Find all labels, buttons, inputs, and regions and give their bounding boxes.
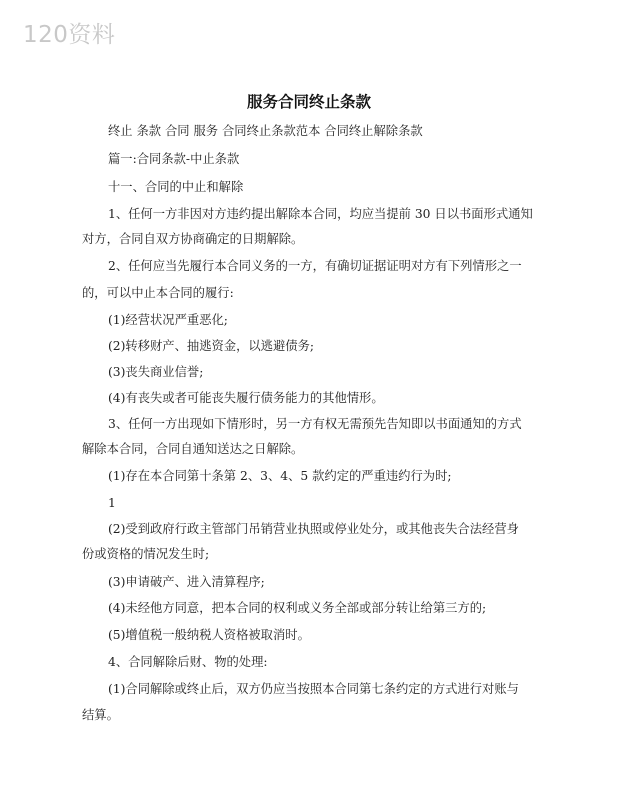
- list-item: (1)经营状况严重恶化;: [108, 313, 228, 327]
- paragraph-line: 2、任何应当先履行本合同义务的一方，有确切证据证明对方有下列情形之一: [108, 259, 522, 273]
- list-item: (1)合同解除或终止后，双方仍应当按照本合同第七条约定的方式进行对账与: [108, 682, 519, 696]
- paragraph-line: 1、任何一方非因对方违约提出解除本合同，均应当提前 30 日以书面形式通知: [108, 207, 533, 221]
- paragraph-line: 3、任何一方出现如下情形时，另一方有权无需预先告知即以书面通知的方式: [108, 417, 522, 431]
- clause-heading: 十一、合同的中止和解除: [108, 180, 244, 194]
- page-number: 1: [108, 496, 116, 510]
- paragraph-line: 份或资格的情况发生时;: [82, 547, 210, 561]
- document-title: 服务合同终止条款: [246, 93, 371, 111]
- section-heading: 篇一:合同条款-中止条款: [108, 152, 240, 166]
- list-item: (5)增值税一般纳税人资格被取消时。: [108, 628, 310, 642]
- list-item: (3)申请破产、进入清算程序;: [108, 575, 265, 589]
- clause-heading: 4、合同解除后财、物的处理:: [108, 655, 268, 669]
- list-item: (1)存在本合同第十条第 2、3、4、5 款约定的严重违约行为时;: [108, 469, 452, 483]
- paragraph-line: 结算。: [82, 708, 119, 722]
- list-item: (4)未经他方同意，把本合同的权利或义务全部或部分转让给第三方的;: [108, 601, 487, 615]
- list-item: (4)有丧失或者可能丧失履行债务能力的其他情形。: [108, 391, 384, 405]
- list-item: (2)受到政府行政主管部门吊销营业执照或停业处分，或其他丧失合法经营身: [108, 522, 519, 536]
- list-item: (2)转移财产、抽逃资金，以逃避债务;: [108, 339, 315, 353]
- paragraph-line: 对方，合同自双方协商确定的日期解除。: [82, 232, 304, 246]
- watermark-logo: 120资料: [23, 22, 116, 48]
- list-item: (3)丧失商业信誉;: [108, 365, 204, 379]
- paragraph-line: 的，可以中止本合同的履行:: [82, 286, 234, 300]
- keywords-line: 终止 条款 合同 服务 合同终止条款范本 合同终止解除条款: [108, 124, 423, 138]
- paragraph-line: 解除本合同，合同自通知送达之日解除。: [82, 442, 304, 456]
